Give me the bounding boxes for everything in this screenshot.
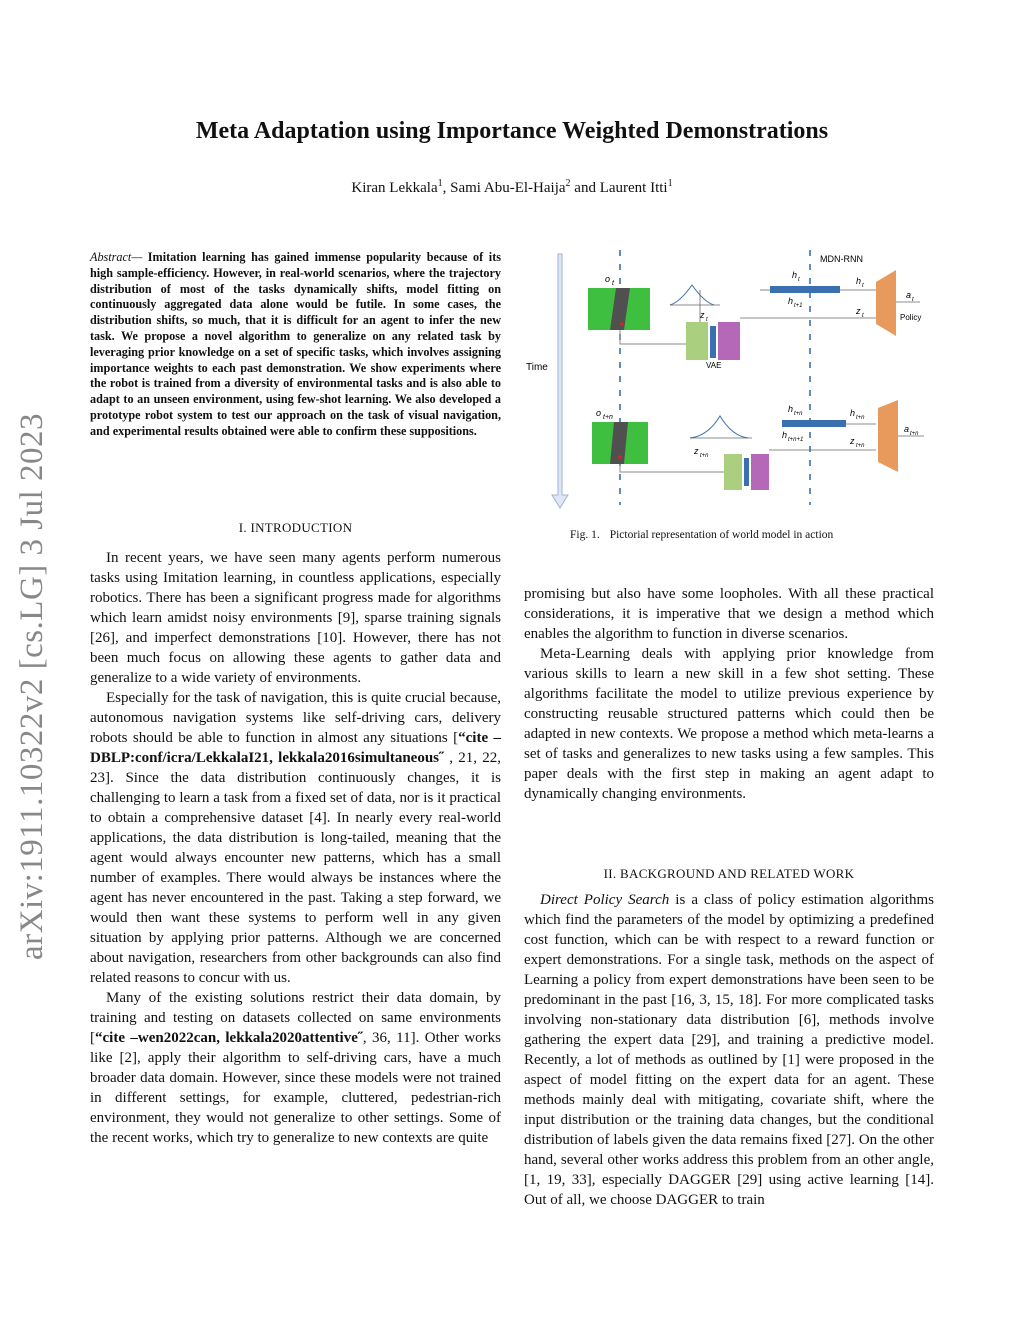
section-heading-introduction: I. INTRODUCTION [238,520,353,535]
figure-world-model [520,240,940,520]
author-affiliation: 2 [565,178,571,189]
svg-text:t: t [862,283,864,289]
svg-text:z: z [856,306,861,316]
svg-text:t: t [912,297,914,303]
agent-dot [620,322,624,326]
svg-text:h: h [788,404,794,414]
paragraph: In recent years, we have seen many agents perform numerous tasks using Imitation learning, in countless applications, especially robotics. There has been a significant progress made for algorithms which learn amidst noisy environments [9], sparse training signals [26], and imperfect demonstrations [10]. However, there has not been much focus on allowing these agents to gather data and generalize to a wide variety of environments. [90,550,501,686]
svg-text:t+n: t+n [700,453,709,459]
caption-text: Pictorial representation of world model in action [609,529,834,541]
abstract-label: Abstract [90,250,132,264]
paragraph: promising but also have some loopholes. With all these practical considerations, it is imperative that we design a method which enables the algorithm to function in diverse scenarios. [524,586,934,642]
svg-text:t: t [706,317,708,323]
vae-label: VAE [706,361,722,370]
author-affiliation: 1 [667,178,673,189]
paragraph: Meta-Learning deals with applying prior knowledge from various skills to learn a new skill in a few shot setting. These algorithms facilitate the model to utilize previous experience by constructing reusable structured patterns which could then be adapted in new contexts. We propose a method which meta-learns a set of tasks and generalizes to new tasks using a few samples. This paper deals with the first step in making an agent adapt to dynamically changing environments. [524,646,934,802]
svg-text:h: h [850,408,856,418]
vae-encoder [724,454,742,490]
paragraph: Many of the existing solutions restrict their data domain, by training and testing on datasets collected on same environments [“cite –wen2022can, lekkala2020attentive˝, 36, 11]. Other works like [2], apply their algorithm to self-driving cars, have a much broader data domain. However, since these models were not trained in different settings, for example, cluttered, pedestrian-rich environment, they would not generalize to other settings. Some of the recent works, which try to generalize to new contexts are quite [90,990,501,1146]
svg-text:z: z [700,310,705,320]
time-arrow-icon [552,254,568,508]
policy-block [876,270,896,336]
policy-block [878,400,898,472]
svg-text:a: a [904,424,910,434]
background-body [524,890,934,1210]
svg-text:z: z [850,436,855,446]
svg-text:h: h [792,270,798,280]
vae-decoder [718,322,740,360]
svg-text:h: h [782,430,788,440]
gaussian-curve [670,285,714,305]
abstract-text: Imitation learning has gained immense popularity because of its high sample-efficiency. However, in real-world scenarios, where the trajectory distribution of most of the tasks dynamically shifts, model fitting on continuously aggregated data alone would be futile. In some cases, the distribution shifts, so much, that it is difficult for an agent to infer the new task. We propose a novel algorithm to generalize on any related task by leveraging prior knowledge on a set of specific tasks, which involves assigning importance weights to each past demonstration. We show experiments where the robot is trained from a diversity of environmental tasks and is also able to adapt to an unseen environment, using few-shot learning. We also developed a prototype robot system to test our approach on the task of visual navigation, and experimental results obtained were able to confirm these suppositions. [90,250,501,438]
svg-text:t+n: t+n [856,415,865,421]
svg-text:t+n: t+n [856,443,865,449]
obs-label: o [605,274,611,284]
svg-text:t+1: t+1 [794,303,803,309]
svg-text:h: h [856,276,862,286]
svg-text:t: t [798,277,800,283]
term-italic: Direct Policy Search [540,892,670,908]
time-label: Time [526,362,548,373]
rnn-block [782,420,846,427]
author-list: Kiran Lekkala$^1$, Sami Abu-El-Haija$^2$ and Laurent Itti$^1$ [351,178,673,196]
svg-text:t+n+1: t+n+1 [788,437,804,443]
author-name: Kiran Lekkala [351,180,438,196]
introduction-body [90,548,501,1148]
author-name: Laurent Itti [599,180,668,196]
svg-text:z: z [694,446,699,456]
svg-text:t: t [612,280,614,287]
paragraph: Direct Policy Search is a class of policy estimation algorithms which find the parameters of the model by optimizing a predefined cost function, which can be with respect to a reward function or expert demonstrations. For a single task, methods on the aspect of Learning a policy from expert demonstrations have been seen to be predominant in the past [16, 3, 15, 18]. For more complicated tasks involving non-stationary data distribution [6], methods involve gathering the expert data [29], and training a predictive model. Recently, a lot of methods as outlined by [1] were proposed in the aspect of model fitting on the expert data for an agent. These methods mainly deal with mitigating, covariate shift, where the input distribution or the training data changes, but the conditional distribution of labels given the data remains fixed [27]. On the other hand, several other works address this problem from an other angle, [1, 19, 33], especially DAGGER [29] using active learning [14]. Out of all, we choose DAGGER to train [524,892,934,1208]
paper-title: Meta Adaptation using Importance Weighted Demonstrations [195,118,829,144]
svg-text:t+n: t+n [603,414,613,421]
figure-caption [570,529,833,541]
author-affiliation: 1 [437,178,443,189]
vae-latent [710,326,716,358]
world-model-diagram [520,240,940,520]
gaussian-curve [690,416,748,438]
author-name: Sami Abu-El-Haija [450,180,566,196]
figure-label: Fig. 1. [570,529,600,541]
svg-text:o: o [596,408,602,418]
svg-text:t: t [862,313,864,319]
mdn-rnn-label: MDN-RNN [820,254,863,264]
vae-encoder [686,322,708,360]
svg-text:a: a [906,290,912,300]
citation-bold: “cite –wen2022can, lekkala2020attentive˝ [95,1030,363,1046]
right-column-top [524,584,934,804]
svg-text:t+n: t+n [794,411,803,417]
svg-text:h: h [788,296,794,306]
abstract: Abstract— Imitation learning has gained immense popularity because of its high sample-efficiency. However, in real-world scenarios, where the trajectory distribution of most of the tasks dynamically shifts, model fitting on continuously aggregated data alone would be futile. In some cases, the distribution shifts, so much, that it is difficult for an agent to infer the new task. We propose a novel algorithm to generalize on any related task by leveraging prior knowledge on a set of specific tasks, which involves assigning importance weights to each past demonstration. We show experiments where the robot is trained from a diversity of environmental tasks and is also able to adapt to an unseen environment, using few-shot learning. We also developed a prototype robot system to test our approach on the task of visual navigation, and experimental results obtained were able to confirm these suppositions. [90,250,501,438]
policy-label: Policy [900,313,922,322]
agent-dot [618,455,622,459]
vae-decoder [751,454,769,490]
section-heading-background: II. BACKGROUND AND RELATED WORK [603,866,855,881]
arxiv-watermark: arXiv:1911.10322v2 [cs.LG] 3 Jul 2023 [14,412,50,960]
vae-latent [744,458,749,486]
paragraph: Especially for the task of navigation, this is quite crucial because, autonomous navigation systems like self-driving cars, delivery robots should be able to function in almost any situations [“cite –DBLP:conf/icra/LekkalaI21, lekkala2016simultaneous˝ , 21, 22, 23]. Since the data distribution continuously changes, it is challenging to learn a task from a fixed set of data, nor is it practical to obtain a comprehensive dataset [4]. In nearly every real-world applications, the data distribution is long-tailed, meaning that the agent would always encounter new patterns, which has a small number of examples. There would always be instances where the agent has never encountered in the past. Taking a step forward, we would then want these systems to perform well in any given situation by applying prior patterns. Although we are concerned about navigation, researchers from other backgrounds can also find related reasons to concur with us. [90,690,502,986]
rnn-block [770,286,840,293]
svg-text:t+n: t+n [910,431,919,437]
citation-bold: “cite –DBLP:conf/icra/LekkalaI21, lekkala2016simultaneous˝ [90,730,502,766]
